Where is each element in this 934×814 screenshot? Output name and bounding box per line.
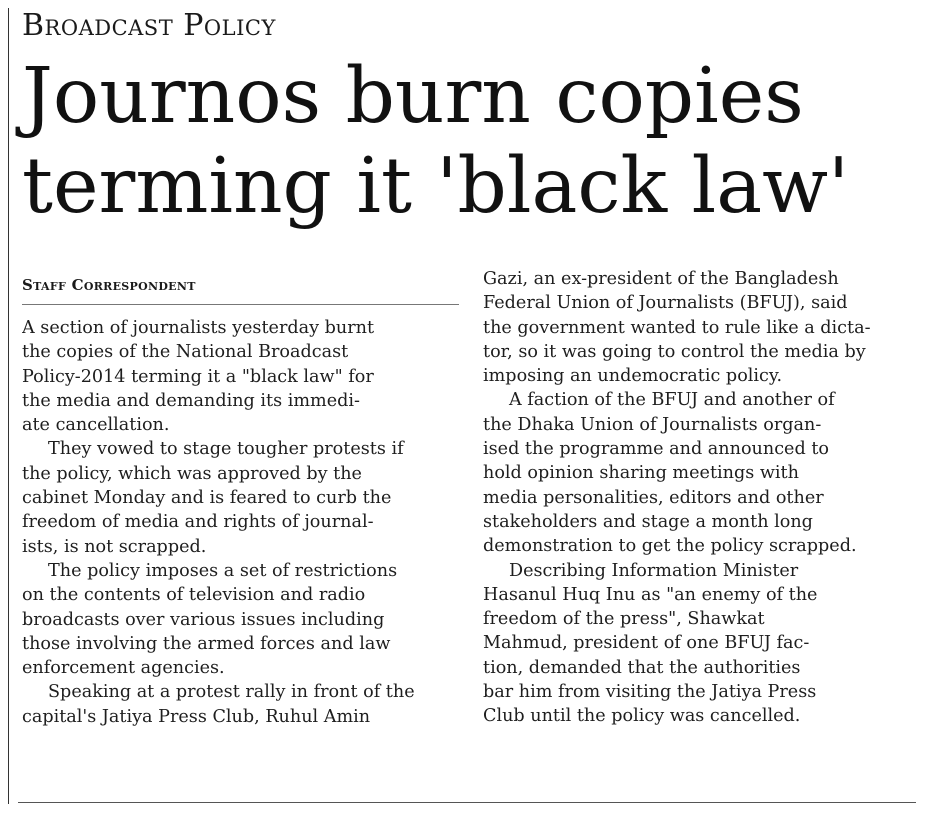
text-line: ate cancellation. — [22, 415, 170, 436]
text-line: hold opinion sharing meetings with — [483, 463, 799, 484]
text-line: Policy-2014 terming it a "black law" for — [22, 366, 374, 387]
text-line: the policy, which was approved by the — [22, 463, 362, 484]
text-line: Speaking at a protest rally in front of the — [48, 682, 415, 703]
text-line: tion, demanded that the authorities — [483, 657, 801, 678]
text-line: enforcement agencies. — [22, 658, 225, 679]
text-line: ists, is not scrapped. — [22, 536, 207, 557]
text-line: on the contents of television and radio — [22, 585, 366, 606]
text-line: cabinet Monday and is feared to curb the — [22, 488, 392, 509]
text-line: Federal Union of Journalists (BFUJ), said — [483, 293, 848, 314]
text-line: capital's Jatiya Press Club, Ruhul Amin — [22, 706, 371, 727]
text-line: Hasanul Huq Inu as "an enemy of the — [483, 584, 818, 605]
text-line: broadcasts over various issues including — [22, 609, 385, 630]
text-line: the government wanted to rule like a dicta- — [483, 317, 871, 338]
left-column-rule — [8, 8, 9, 804]
text-line: the Dhaka Union of Journalists organ- — [483, 414, 822, 435]
text-line: Describing Information Minister — [509, 560, 799, 581]
headline — [22, 52, 922, 232]
text-line: A section of journalists yesterday burnt — [22, 318, 375, 338]
text-line: those involving the armed forces and law — [22, 633, 391, 654]
text-line: tor, so it was going to control the media by — [483, 341, 866, 362]
text-line: The policy imposes a set of restrictions — [48, 560, 398, 581]
text-line: They vowed to stage tougher protests if — [48, 439, 404, 460]
headline-line-2: terming it 'black law' — [22, 142, 850, 231]
text-line: A faction of the BFUJ and another of — [509, 390, 835, 411]
text-line: the media and demanding its immedi- — [22, 390, 360, 411]
section-kicker: Broadcast Policy — [22, 8, 276, 43]
text-line: ised the programme and announced to — [483, 439, 829, 460]
bottom-rule — [18, 802, 916, 803]
byline: Staff Correspondent — [22, 276, 196, 294]
text-line: the copies of the National Broadcast — [22, 342, 349, 363]
text-line: freedom of the press", Shawkat — [483, 609, 765, 630]
article-column-left — [22, 316, 462, 729]
text-line: media personalities, editors and other — [483, 487, 824, 508]
text-line: Club until the policy was cancelled. — [483, 706, 801, 727]
article-column-right — [483, 267, 923, 729]
text-line: imposing an undemocratic policy. — [483, 366, 783, 387]
text-line: demonstration to get the policy scrapped. — [483, 536, 857, 557]
text-line: Mahmud, president of one BFUJ fac- — [483, 633, 810, 654]
byline-rule — [22, 304, 459, 305]
text-line: bar him from visiting the Jatiya Press — [483, 682, 817, 703]
headline-line-1: Journos burn copies — [22, 52, 804, 141]
text-line: stakeholders and stage a month long — [483, 511, 813, 532]
text-line: freedom of media and rights of journal- — [22, 512, 374, 533]
text-line: Gazi, an ex-president of the Bangladesh — [483, 269, 839, 289]
